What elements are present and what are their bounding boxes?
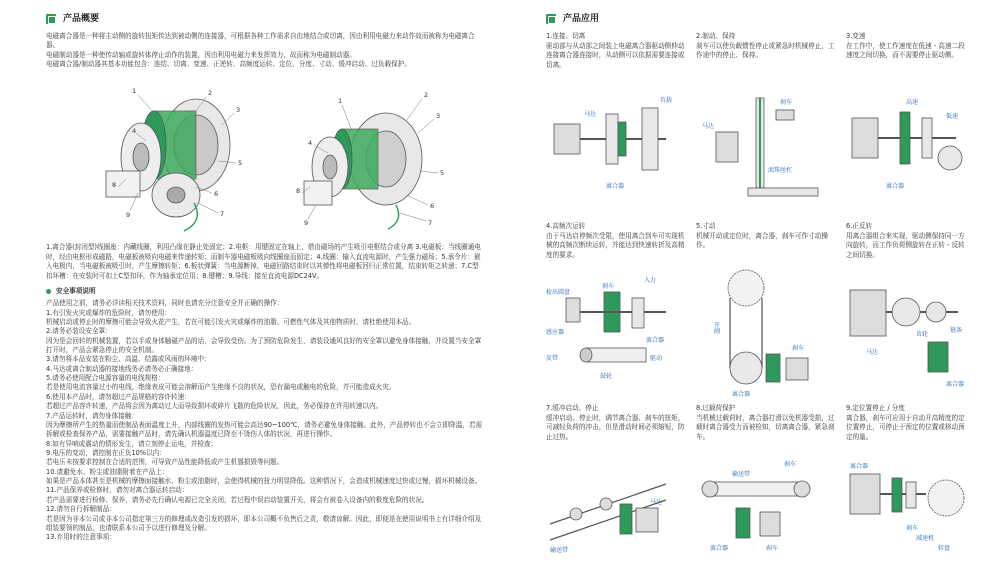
cell-text: 7.缓冲启动、停止 缓冲启动、停止时，调节离合器、刹车的扭矩，可减轻负荷的冲击，但是滑动时间必须缩短，防止过热。	[546, 404, 685, 441]
overview-title-row	[46, 12, 484, 26]
figure-number: 7	[428, 219, 433, 228]
diagram-label: 负载	[660, 97, 673, 104]
safety-line: 3.请勿将本品安装在粉尘、高温、结露或风雨的环境中：	[46, 355, 211, 364]
speed-change-diagram	[846, 88, 972, 208]
safety-line: 11.产品保养或检修时，请勿对离合器运转启动：	[46, 486, 189, 495]
safety-line: 10.请避免水、粉尘或油脂附着在产品上：	[46, 467, 169, 476]
diagram-label: 链条	[950, 327, 963, 334]
safety-line: 若产品需要进行检修、保养，请务必先行确认电源已完全关闭，若过程中误启动装置开关，将会有被卷入设备内的极度危险的状况。	[46, 495, 429, 504]
application-cell	[696, 404, 846, 564]
safety-line: 12.请勿自行拆解制品：	[46, 505, 116, 514]
safety-list	[46, 299, 484, 542]
diagram-label: 刹车	[792, 345, 805, 352]
application-cell	[546, 32, 696, 222]
diagram-label: 减速机	[916, 535, 935, 542]
safety-line: 产品使用之前，请务必详读相关技术资料，同时也请充分注意安全并正确的操作：	[46, 299, 284, 308]
clutch-exploded-diagram	[46, 75, 484, 237]
application-cell	[696, 222, 846, 404]
safety-line: 如果是产品本体甚至是机械的摩擦面接触水、粉尘或油脂时，会使得机械的扭力明显降低。这种情况下，会造成机械速度过快或过慢，损坏机械设备。	[46, 477, 482, 486]
figure-number: 6	[214, 190, 219, 199]
exploded-diagrams	[46, 75, 484, 237]
diagram-label: 皮带	[546, 355, 559, 362]
safety-line: 2.请务必装设安全罩：	[46, 327, 112, 336]
safety-title: 安全事项说明	[56, 286, 96, 295]
application-cell	[846, 404, 976, 564]
figure-number: 7	[220, 210, 225, 219]
safety-line: 若超过产品容许转速，产品将会因为离动过大而导致损坏或碎片飞散的危险状况，因此，务必保持在许用转速以内。	[46, 402, 383, 411]
safety-line: 9.电压的变动，请控制在正负10%以内：	[46, 448, 166, 457]
figure-number: 2	[424, 91, 429, 100]
positioning-diagram	[846, 454, 972, 554]
diagram-label: 马达	[650, 499, 663, 506]
safety-line: 5.请务必使用配合电源容量的电线规格：	[46, 374, 165, 383]
cell-text: 4.高频次运转 由于马达启停频次受限，使用离合到车可实现机械的高频次断续运转，并能达到快速转折及高精度的要求。	[546, 222, 685, 259]
diagram-label: 马达	[702, 123, 715, 130]
figure-number: 5	[238, 159, 243, 168]
safety-line: 7.产品运转时，请勿身体接触：	[46, 411, 139, 420]
section-icon	[546, 14, 556, 24]
bullet-icon	[46, 289, 51, 294]
cell-text: 5.寸动 机械开动或定位时，离合器，刹车可作寸动操作。	[696, 222, 828, 250]
application-cell	[846, 32, 976, 222]
connect-diagram	[546, 88, 686, 208]
figure-number: 4	[308, 139, 313, 148]
diagram-caption: 1.离合器(封闭型)线圈座：内藏线圈，利用凸缘在静止处固定；2.电枢：用键固定在轴上，借由磁场的产生吸引电枢结合或分离 3.电磁板：当线圈通电时，经由电枢形成磁路，电磁板被吸向电磁来传递转矩；而制车器电磁板吸向线圈座而固定；4.线圈：输入直流电源时，产生强力磁场；5.承令片：嵌入电极内，当电磁板被吸引时，产生摩擦转矩；6.板状弹簧：当电源断掉，电磁回路结束时以其弹性将电磁板回归正常位置，结束转矩之转递；7.C型扣环槽：在安装时可扣上C型扣环，作为轴承定位用；8.键槽；9.导线：接至直流电源DC24V。	[46, 243, 481, 280]
safety-line: 6.使用本产品时，请勿超过产品规格的容许转速：	[46, 392, 191, 401]
cell-text: 9.定位置停止 / 分度 离合器，刹车可应用于自动开高精度的定位置停止，可停止于预定的位置或移动预定的量。	[846, 404, 965, 441]
diagram-label: 转盘	[938, 545, 951, 552]
figure-number: 5	[440, 169, 445, 178]
diagram-label: 驱动	[650, 355, 663, 362]
diagram-label: 感应器	[546, 329, 565, 336]
diagram-label: 输送带	[550, 547, 569, 554]
application-cell	[546, 222, 696, 404]
diagram-label: 低速	[946, 113, 959, 120]
cell-text: 3.变速 在工作中，使工作速度在低速 - 高速二段速度之间切换，而不需要停止驱动侧。	[846, 32, 965, 60]
diagram-label: 刹车	[766, 545, 779, 552]
safety-line: 因为是会回转的机械装置，若以手或身体触碰产品的话，会导致受伤。为了预防危险发生，请装设通风良好的安全罩以避免身体接触，并设置当安全罩打开时，产品会紧急停止的安全机制。	[46, 336, 482, 355]
safety-line: 若是因为非本公司或非本公司指定第三方的修理或改造引发的损坏，即本公司概不负售后之责，敬请谅解。因此，即便是在使用说明书上有详细介绍及组装要领的制品，也请联系本公司予以进行修理及分解。	[46, 514, 482, 532]
safety-line: 因为摩擦所产生的热量而使制品表面温度上升，内部线圈的发热可能会高达90~100℃，请务必避免身体接触。此外，产品停转也不会立即降温，若需拆解或检查保养产品，需要接触产品时，请先确认机器温度已降至不烫伤人体的状况，再进行操作。	[46, 420, 483, 439]
overview-title: 产品概要	[63, 13, 100, 24]
diagram-label: 离合器	[710, 545, 729, 552]
application-cell	[846, 222, 976, 404]
diagram-label: 离合器	[886, 183, 905, 190]
section-icon	[46, 14, 56, 24]
safety-line: 4.马达或离合制动器的接地线务必请务必正确接地：	[46, 364, 198, 373]
cell-text: 6.正反转 用离合器组合来实现，驱动侧保持同一方向旋转，而工作负荷侧旋转在正转 - 反转之间切换。	[846, 222, 965, 259]
figure-number: 9	[126, 211, 131, 220]
diagram-label: 开闸	[712, 322, 720, 334]
figure-number: 2	[208, 89, 213, 98]
reverse-diagram	[846, 262, 972, 392]
diagram-label: 入力	[644, 277, 657, 284]
figure-number: 6	[430, 202, 435, 211]
figure-number: 9	[304, 219, 309, 228]
cell-text: 1.连接、切离 驱动部与从动部之间装上电磁离合器驱动侧伸动连接离合器连接时，从动侧可以依据需要连接或切离。	[546, 32, 685, 69]
diagram-label: 鼓轮	[600, 373, 613, 380]
diagram-label: 刹车	[780, 99, 793, 106]
soft-start-diagram	[546, 454, 686, 554]
diagram-label: 离合器	[946, 381, 965, 388]
application-column	[546, 12, 976, 564]
application-cell	[696, 32, 846, 222]
diagram-label: 马达	[866, 349, 879, 356]
intro-paragraph: 电磁离合器/制动器其基本功能包含：连结、切离、变速、正逆转、高频度运转、定位、分度、寸动、缓冲启动、过负载保护。	[46, 60, 411, 69]
intro-paragraph: 电磁制动器是一种使传动轴或旋转体停止动作的装置，因由利用电磁力来发挥效力，故而称为电磁制动器。	[46, 50, 356, 59]
figure-number: 1	[132, 87, 137, 96]
figure-number: 1	[338, 97, 343, 106]
cell-text: 2.制动、保持 刹车可以使负载惯性停止或紧急时机械停止，工作途中的停止、保持。	[696, 32, 835, 60]
figure-number: 3	[436, 112, 441, 121]
diagram-label: 离合器	[732, 391, 751, 398]
safety-line: 机械启动或停止时的摩擦可能会导致火花产生，若在可能引发火灾或爆炸的油脂、可燃性气体及其他物质时，请杜绝使用本品。	[46, 317, 416, 326]
safety-line: 1.有引发火灾或爆炸的危险时，请勿使用：	[46, 308, 171, 317]
figure-number: 8	[296, 187, 301, 196]
figure-number: 4	[132, 127, 137, 136]
diagram-label: 滚珠丝杠	[768, 167, 793, 174]
safety-line: 若电压未按要求控制在合适的范围，可导致产品性能降低或产生机器损毁等问题。	[46, 458, 284, 467]
diagram-label: 检出圆盘	[546, 289, 571, 296]
diagram-label: 刹车	[906, 525, 919, 532]
diagram-label: 离合器	[850, 463, 869, 470]
diagram-label: 齿轮	[916, 331, 929, 338]
overload-diagram	[696, 452, 836, 552]
inching-diagram	[696, 258, 836, 398]
application-title: 产品应用	[563, 13, 600, 24]
cell-text: 8.过载荷保护 当机械过载荷时，离合器打滑以免机器受损，过载时离合器受力而被检知，切离离合器，紧急刹车。	[696, 404, 835, 441]
diagram-label: 马达	[584, 111, 597, 118]
application-grid	[546, 32, 976, 564]
overview-column	[46, 12, 484, 543]
diagram-label: 离合器	[646, 337, 665, 344]
safety-line: 13.弃用时的注意事项：	[46, 533, 116, 542]
safety-line: 若是使用电流容量过小的电线，绝缘表皮可能会溶解而产生绝缘不良的状况，恐有漏电或触电的危险，并可能造成火灾。	[46, 383, 396, 392]
safety-line: 8.如有异响或震动的情形发生，请立刻停止运电，并检查；	[46, 439, 218, 448]
diagram-label: 输送带	[732, 471, 751, 478]
brake-diagram	[696, 88, 836, 208]
diagram-label: 离合器	[606, 183, 625, 190]
intro-paragraph: 电磁离合器是一种将主动侧的旋转扭矩传达到被动侧的连接器，可根据各种工作需求自由地结合或切离，因由利用电磁力来动作故而被称为电磁离合器。	[46, 32, 475, 50]
diagram-label: 刹车	[784, 461, 797, 468]
diagram-label: 高速	[906, 99, 919, 106]
high-frequency-diagram	[546, 268, 686, 388]
diagram-label: 刹车	[602, 283, 615, 290]
safety-heading	[46, 287, 484, 296]
application-title-row	[546, 12, 976, 26]
figure-number: 3	[236, 106, 241, 115]
figure-number: 8	[112, 181, 117, 190]
application-cell	[546, 404, 696, 564]
